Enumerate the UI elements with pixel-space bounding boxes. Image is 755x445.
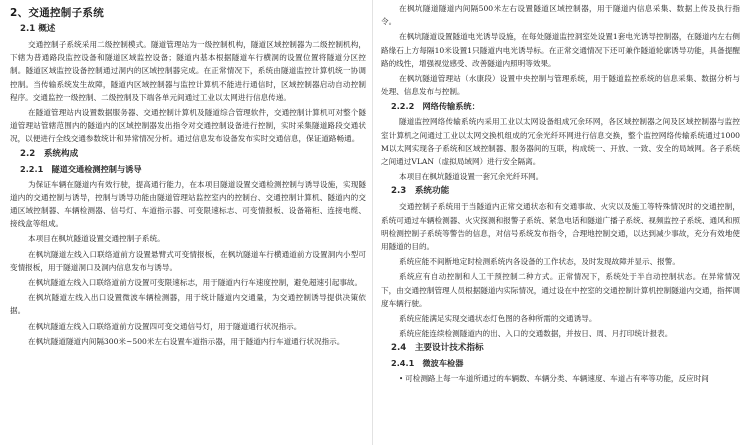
paragraph: 在枫坑隧道隧道内间隔300米~500米左右设置车道指示器，用于隧道内行车道通行状况指示。	[28, 336, 345, 346]
section-title: 2、交通控制子系统	[10, 7, 105, 19]
paragraph: 系统应能不间断地定时检测系统内各设备的工作状态，及时发现故障并显示、报警。	[399, 257, 680, 267]
paragraph: 在枫坑隧道管理站（水康段）设置中央控制与管理系统，用于隧道监控系统的信息采集、数据分析与处理、信息发布与控制。	[381, 74, 740, 97]
heading-2-2-2: 2.2.2 网络传输系统：	[391, 101, 480, 112]
paragraph: 系统应能连续检测隧道内的出、入口的交通数据，并按日、周、月打印统计报表。	[399, 329, 673, 339]
bullet-item	[381, 372, 740, 386]
paragraph: 在枫坑隧道左线入口联络道前方设置悬臂式可变情报板，在枫坑隧道车行横通道前方设置洞内小型可变情报板，用于隧道洞口及洞内信息发布与诱导。	[10, 249, 366, 272]
paragraph: 在枫坑隧道左线入口联络道前方设置可变限速标志，用于隧道内行车速度控制，避免超速引起事故。	[28, 278, 363, 288]
right-column	[372, 0, 744, 445]
left-column	[0, 0, 372, 445]
paragraph: 交通控制子系统采用二级控制模式。隧道管理站为一级控制机构，隧道区域控制器为二级控制机构，下辖为普通路段监控设备和隧道区域监控设备；隧道内基本根据隧道车行横洞的设置位置将隧道分区控制。隧道区域监控设备控制通过洞内的区域控制器完成。在正常情况下，系统由隧道监控计算机统一协调控制。当传输系统发生故障，隧道内区域控制器与监控计算机不能进行通信时，区域控制器启动自动控制程序。交通监控一级控制、二级控制及下端各单元间通过工业以太网进行信息传递。	[10, 40, 366, 102]
paragraph: 本项目在枫坑隧道设置交通控制子系统。	[28, 234, 165, 244]
bullet-text: 可检测路上每一车道所通过的车辆数、车辆分类、车辆速度、车道占有率等功能，反应时间	[405, 374, 709, 384]
paragraph: 在枫坑隧道左线入出口设置微波车辆检测器，用于统计隧道内交通量，为交通控制诱导提供决策依据。	[10, 293, 366, 316]
paragraph: 系统应能满足实现交通状态灯色图的各种所需的交通诱导。	[399, 314, 597, 324]
paragraph: 系统应有自动控制和人工干预控制二种方式。正常情况下，系统处于半自动控制状态。在异常情况下，由交通控制管理人员根据隧道内实际情况，通过设在中控室的交通控制计算机控制隧道内交通，指挥调度车辆行驶。	[381, 272, 740, 308]
paragraph: 隧道监控网络传输系统内采用工业以太网设备组成冗余环网，各区域控制器之间及区域控制器与监控室计算机之间通过工业以太网交换机组成的冗余光纤环网进行信息交换，整个监控网络传输系统通过1000M以太网实现各子系统和区域控制器、服务器间的互联，构成统一、开放、一致、安全的局域网。各子系统之间通过VLAN（虚拟局域网）进行安全隔离。	[381, 117, 740, 167]
paragraph: 在枫坑隧道设置隧道电光诱导设施，在每处隧道监控洞室处设置1套电光诱导控制器，在隧道内左右侧路缘石上方每隔10米设置1只隧道内电光诱导标。在正常交通情况下还可兼作隧道轮廓诱导功能，具备提醒路的线性，增强视觉感受、改善隧道内照明等效果。	[381, 32, 740, 68]
heading-2-1: 2.1 概述	[20, 24, 56, 34]
heading-2-2-1: 2.2.1 隧道交通检测控制与诱导	[20, 163, 142, 174]
paragraph: 为保证车辆在隧道内有效行驶，提高通行能力，在本项目隧道设置交通检测控制与诱导设施，实现隧道内的交通控制与诱导，控制与诱导功能由隧道管理站监控室内的控制台、交通控制计算机、隧道内的交通区域控制器、车辆检测器、信号灯、车道指示器、可变限速标志、可变情报板、设备箱柜、连接电缆、接线盒等组成。	[10, 179, 366, 229]
heading-2-4-1: 2.4.1 微波车检器	[391, 358, 464, 369]
paragraph: 在隧道管理站内设置数据服务器、交通控制计算机及隧道综合管理软件，交通控制计算机可对整个隧道管理站管辖范围内的隧道内的区域控制器发出指令对交通控制设备进行控制，实时采集隧道路段交通状况，以便进行全线交通参数统计和异常情况分析。通过信息发布设备发布实时交通信息，保证道路畅通。	[10, 108, 366, 144]
heading-2-4: 2.4 主要设计技术指标	[391, 343, 484, 354]
heading-2-3: 2.3 系统功能	[391, 186, 450, 197]
paragraph: 在枫坑隧道隧道内间隔500米左右设置隧道区域控制器，用于隧道内信息采集、数据上传及执行指令。	[381, 4, 740, 27]
paragraph: 本项目在枫坑隧道设置一套冗余光纤环网。	[399, 172, 544, 182]
paragraph: 交通控制子系统用于当隧道内正常交通状态和有交通事故、火灾以及施工等特殊情况时的交通控制，系统可通过车辆检测器、火灾探测和报警子系统、紧急电话和隧道广播子系统、视频监控子系统、通风和照明检测控制子系统等警告的信息，对信号系统发布指令，合理地控制交通，以达到减少事故，充分有效地使用隧道的目的。	[381, 202, 740, 252]
bullet-icon: •	[399, 375, 404, 384]
paragraph: 在枫坑隧道左线入口联络道前方设置四可变交通信号灯，用于隧道通行状况指示。	[28, 321, 302, 331]
heading-2-2: 2.2 系统构成	[20, 148, 79, 159]
